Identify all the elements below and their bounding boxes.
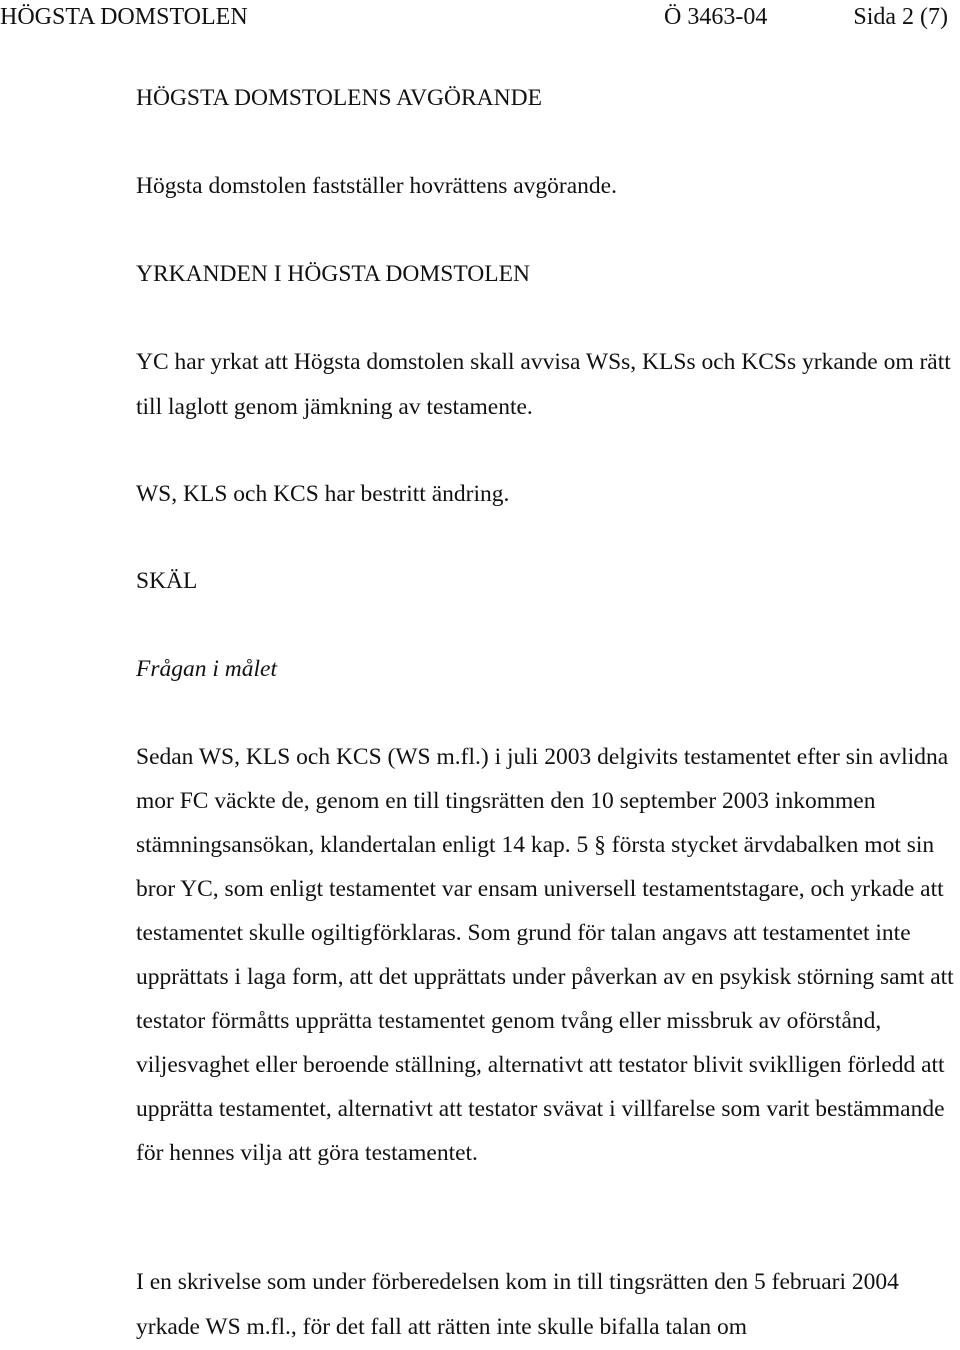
page-number: Sida 2 (7) [853, 4, 948, 30]
page-header [0, 2, 960, 32]
claims-paragraph-1: YC har yrkat att Högsta domstolen skall avvisa WSs, KLSs och KCSs yrkande om rätt till laglott genom jämkning av testamente. [136, 349, 951, 420]
section-heading-reasons: SKÄL [136, 568, 198, 594]
section-heading-claims: YRKANDEN I HÖGSTA DOMSTOLEN [136, 261, 530, 287]
case-number: Ö 3463-04 [664, 4, 768, 30]
reasons-paragraph-main: Sedan WS, KLS och KCS (WS m.fl.) i juli 2003 delgivits testamentet efter sin avlidna mor FC väckte de, genom en till tingsrätten den 10 september 2003 inkommen stämningsansökan, klandertalan enligt 14 kap. 5 § första stycket ärvdabalken mot sin bror YC, som enligt testamentet var ensam universell testamentstagare, och yrkade att testamentet skulle ogiltigförklaras. Som grund för talan angavs att testamentet inte upprättats i laga form, att det upprättats under påverkan av en psykisk störning samt att testator förmåtts upprätta testamentet genom tvång eller missbruk av oförstånd, viljesvaghet eller beroende ställning, alternativt att testator blivit sviklligen förledd att upprätta testamentet, alternativt att testator svävat i villfarelse som varit bestämmande för hennes vilja att göra testamentet. [136, 744, 954, 1166]
decision-text: Högsta domstolen fastställer hovrättens avgörande. [136, 173, 617, 199]
claims-paragraph-2: WS, KLS och KCS har bestritt ändring. [136, 481, 510, 507]
reasons-paragraph-last: I en skrivelse som under förberedelsen kom in till tingsrätten den 5 februari 2004 yrkade WS m.fl., för det fall att rätten inte skulle bifalla talan om [136, 1269, 899, 1340]
court-name: HÖGSTA DOMSTOLEN [0, 4, 248, 30]
section-heading-decision: HÖGSTA DOMSTOLENS AVGÖRANDE [136, 85, 542, 111]
subheading-question: Frågan i målet [136, 656, 277, 682]
